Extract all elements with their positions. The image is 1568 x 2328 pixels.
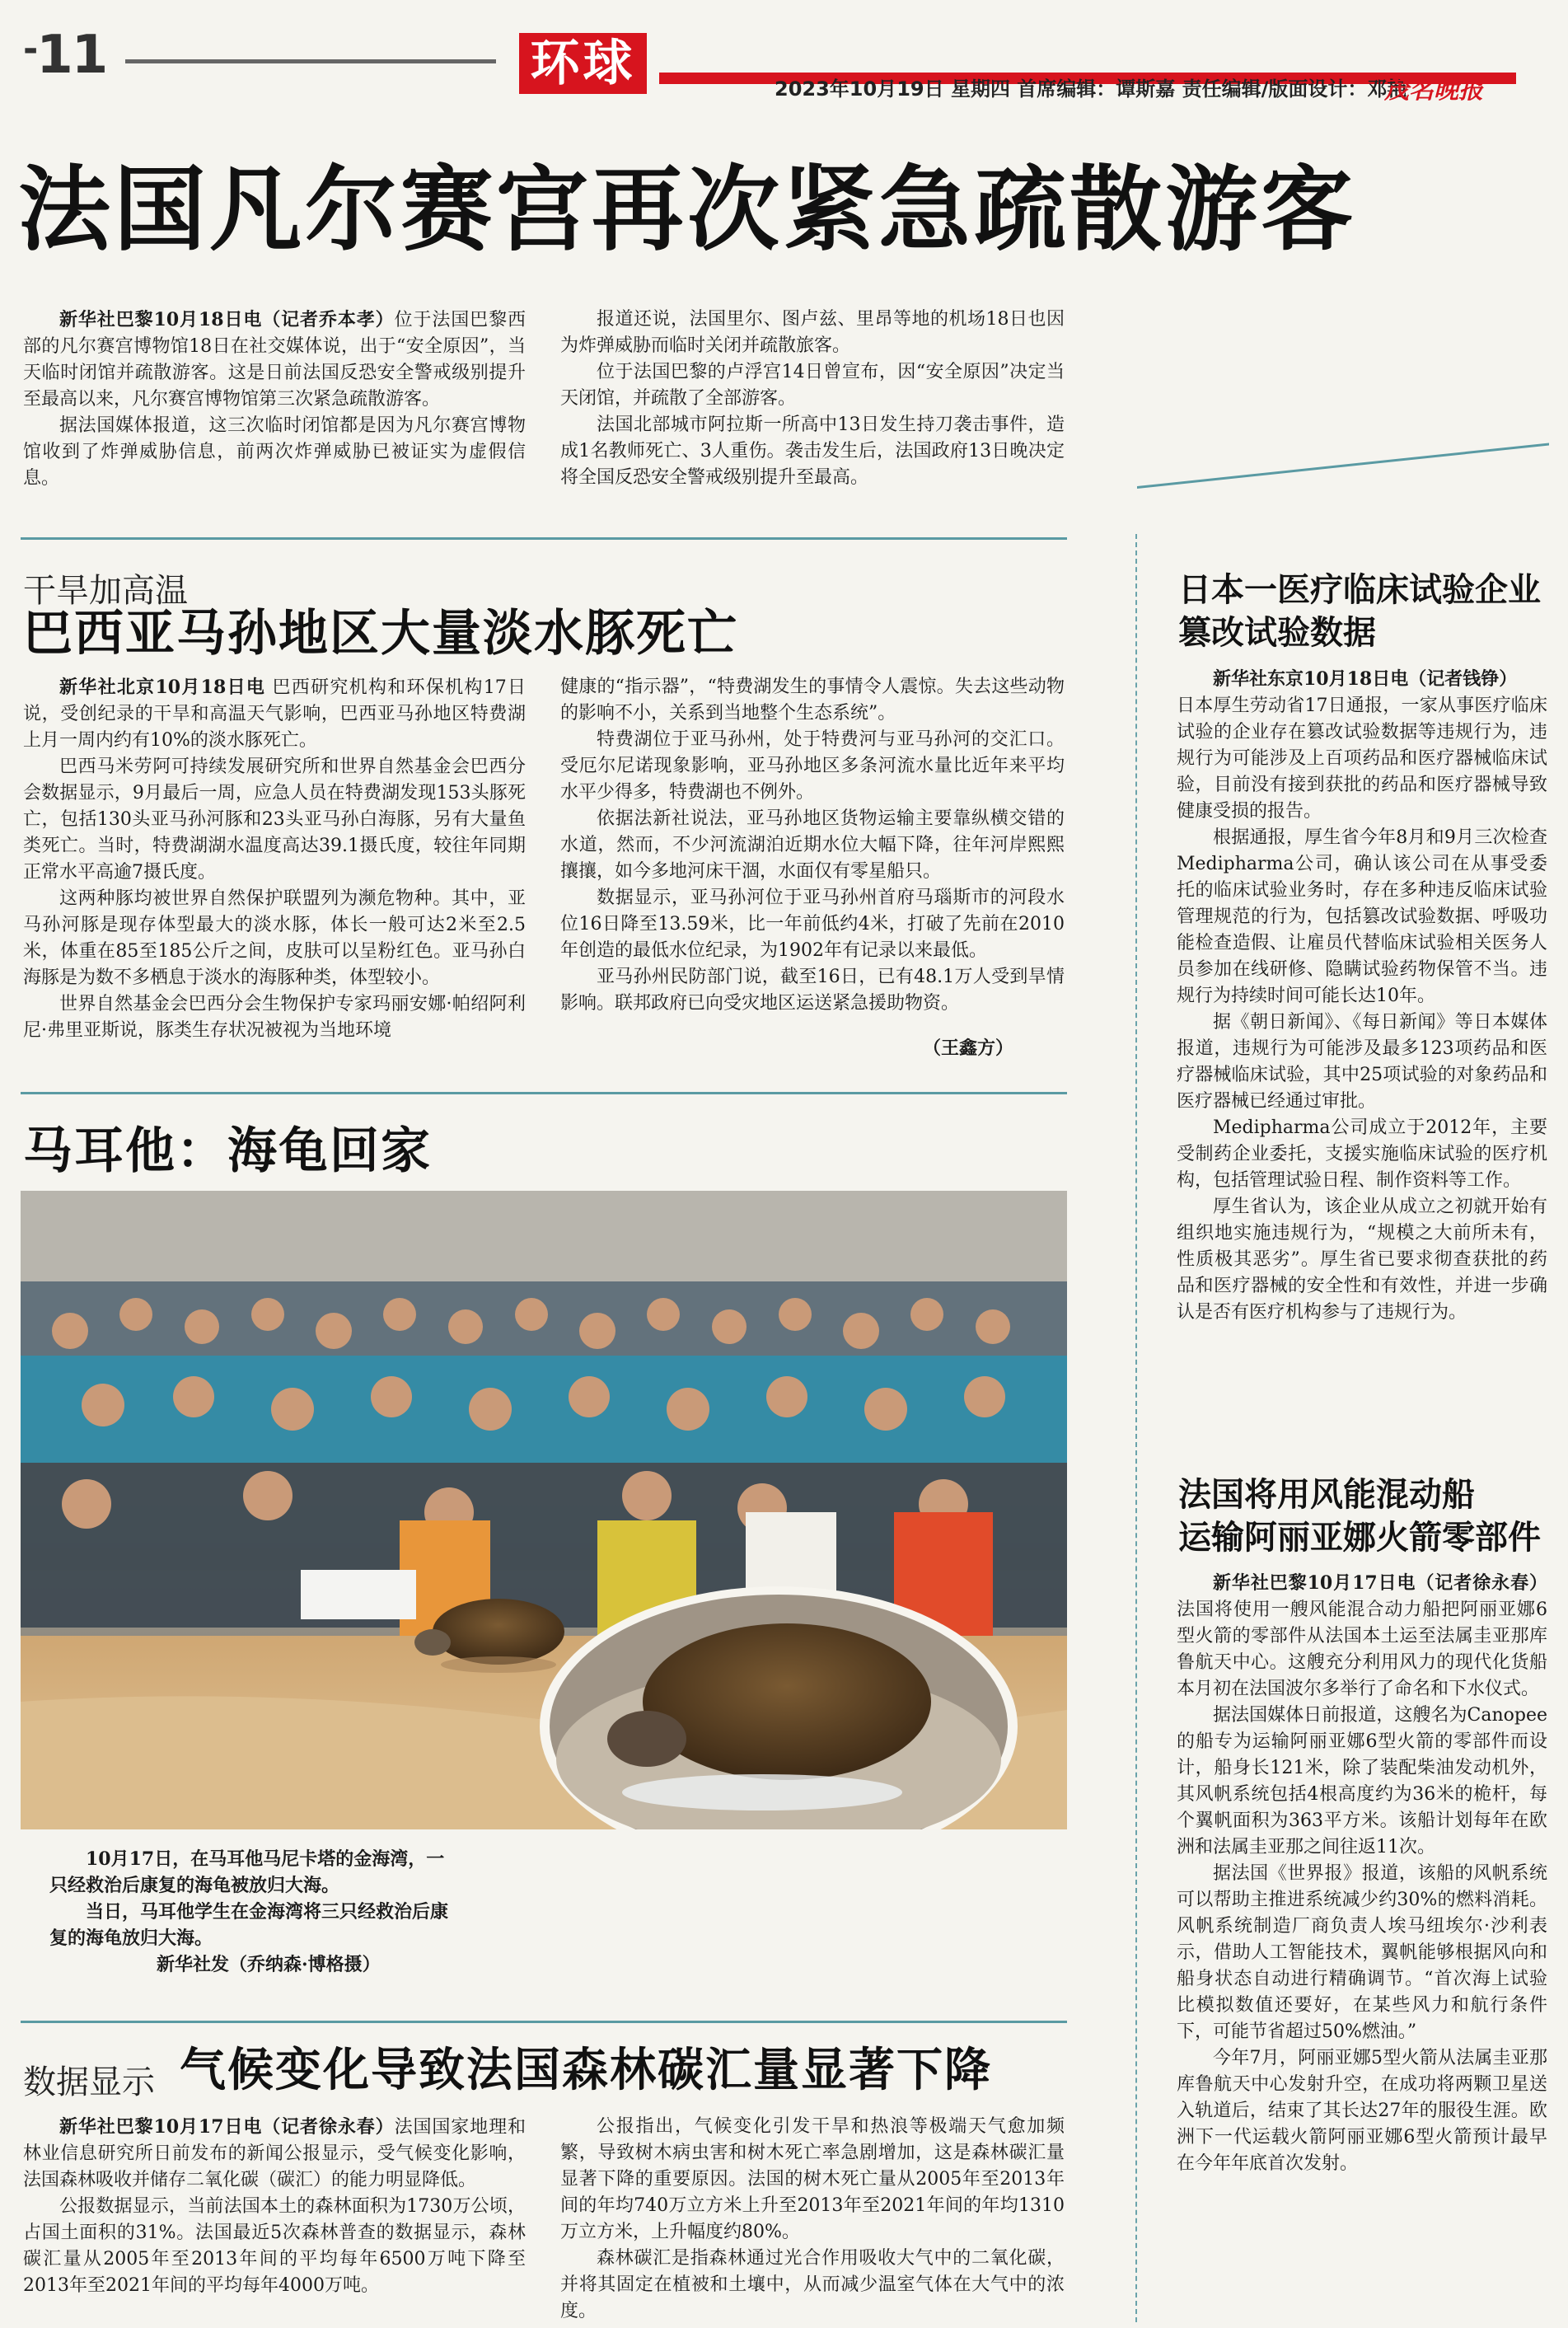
ship-headline-line-2: 运输阿丽亚娜火箭零部件 <box>1178 1519 1541 1557</box>
rule-turtle-bottom <box>21 2021 1067 2023</box>
turtle-caption-line-1: 10月17日，在马耳他马尼卡塔的金海湾，一只经救治后康复的海龟被放归大海。 <box>49 1848 445 1896</box>
dolphin-headline: 巴西亚马孙地区大量淡水豚死亡 <box>23 605 738 663</box>
forest-kicker: 数据显示 <box>23 2063 155 2101</box>
ship-dateline: 新华社巴黎10月17日电（记者徐永春） <box>1213 1572 1547 1594</box>
japan-headline-line-2: 篡改试验数据 <box>1178 614 1376 652</box>
masthead-rule-left <box>125 59 496 63</box>
japan-dateline: 新华社东京10月18日电（记者钱铮） <box>1213 668 1518 690</box>
forest-headline: 气候变化导致法国森林碳汇量显著下降 <box>180 2044 992 2097</box>
forest-column-1: 新华社巴黎10月17日电（记者徐永春）法国国家地理和林业信息研究所日前发布的新闻公报显示，受气候变化影响，法国森林吸收并储存二氧化碳（碳汇）的能力明显降低。 公报数据显示，当前法国本土的森林面积为1730万公顷，占国土面积的31%。法国最近5次森林普查的数据显示，森林碳汇量从2005年至2013年间的平均每年6500万吨下降至2013年至2021年间的平均每年4000万吨。 <box>23 2116 526 2296</box>
forest-dateline: 新华社巴黎10月17日电（记者徐永春） <box>59 2116 395 2138</box>
ship-headline <box>1178 1473 1541 1559</box>
sidebar-divider <box>1135 534 1137 2322</box>
lead-headline: 法国凡尔赛宫再次紧急疏散游客 <box>18 157 1356 264</box>
dolphin-kicker: 干旱加高温 <box>23 572 188 610</box>
turtle-photo-credit: 新华社发（乔纳森·博格摄） <box>157 1954 381 1975</box>
dolphin-byline: （王鑫方） <box>923 1038 1014 1059</box>
masthead-date-line: 2023年10月19日 星期四 首席编辑：谭斯嘉 责任编辑/版面设计：邓艳 <box>775 77 1407 101</box>
sidebar-top-rule <box>1137 443 1549 489</box>
rule-lead-bottom <box>21 537 1067 540</box>
dolphin-dateline: 新华社北京10月18日电 <box>59 677 266 698</box>
turtle-headline: 马耳他：海龟回家 <box>23 1122 432 1180</box>
japan-headline-line-1: 日本一医疗临床试验企业 <box>1178 571 1541 609</box>
lead-dateline: 新华社巴黎10月18日电（记者乔本孝） <box>59 309 395 330</box>
turtle-photo <box>21 1191 1067 1829</box>
japan-article: 新华社东京10月18日电（记者钱铮） 日本厚生劳动省17日通报，一家从事医疗临床试验的企业存在篡改试验数据等违规行为，违规行为可能涉及上百项药品和医疗器械临床试验，目前没有接到获批的药品和医疗器械导致健康受损的报告。 根据通报，厚生省今年8月和9月三次检查Medipharma公司，确认该公司在从事受委托的临床试验业务时，存在多种违反临床试验管理规范的行为，包括篡改试验数据、呼吸功能检查造假、让雇员代替临床试验相关医务人员参加在线研修、隐瞒试验药物保管不当。违规行为持续时间可能长达10年。 据《朝日新闻》、《每日新闻》等日本媒体报道，违规行为可能涉及最多123项药品和医疗器械临床试验，其中25项试验的对象药品和医疗器械已经通过审批。 Medipharma公司成立于2012年，主要受制药企业委托，支援实施临床试验的医疗机构，包括管理试验日程、制作资料等工作。 厚生省认为，该企业从成立之初就开始有组织地实施违规行为，“规模之大前所未有，性质极其恶劣”。厚生省已要求彻查获批的药品和医疗器械的安全性和有效性，并进一步确认是否有医疗机构参与了违规行为。 <box>1177 668 1547 1323</box>
rule-dolphin-bottom <box>21 1092 1067 1094</box>
page-number: -11 <box>23 25 107 86</box>
forest-column-2: 公报指出，气候变化引发干旱和热浪等极端天气愈加频繁，导致树木病虫害和树木死亡率急剧增加，这是森林碳汇量显著下降的重要原因。法国的树木死亡量从2005年至2013年间的年均740万立方米上升至2013年至2021年间的年均1310万立方米，上升幅度约80%。 森林碳汇是指森林通过光合作用吸收大气中的二氧化碳，并将其固定在植被和土壤中，从而减少温室气体在大气中的浓度。 <box>560 2116 1065 2321</box>
turtle-caption <box>49 1846 453 1978</box>
turtle-photo-illustration <box>21 1191 1067 1829</box>
ship-headline-line-1: 法国将用风能混动船 <box>1178 1476 1475 1514</box>
turtle-caption-line-2: 当日，马耳他学生在金海湾将三只经救治后康复的海龟放归大海。 <box>49 1901 449 1949</box>
lead-column-2: 报道还说，法国里尔、图卢兹、里昂等地的机场18日也因为炸弹威胁而临时关闭并疏散旅客。 位于法国巴黎的卢浮宫14日曾宣布，因“安全原因”决定当天闭馆，并疏散了全部游客。 法国北部城市阿拉斯一所高中13日发生持刀袭击事件，造成1名教师死亡、3人重伤。袭击发生后，法国政府13日晚决定将全国反恐安全警戒级别提升至最高。 <box>560 309 1065 488</box>
dolphin-column-1: 新华社北京10月18日电 巴西研究机构和环保机构17日说，受创纪录的干旱和高温天气影响，巴西亚马孙地区特费湖上月一周内约有10%的淡水豚死亡。 巴西马米劳阿可持续发展研究所和世界自然基金会巴西分会数据显示，9月最后一周，应急人员在特费湖发现153头豚死亡，包括130头亚马孙河豚和23头亚马孙白海豚，另有大量鱼类死亡。当时，特费湖湖水温度高达39.1摄氏度，较往年同期正常水平高逾7摄氏度。 这两种豚均被世界自然保护联盟列为濒危物种。其中，亚马孙河豚是现存体型最大的淡水豚，体长一般可达2米至2.5米，体重在85至185公斤之间，皮肤可以呈粉红色。亚马孙白海豚是为数不多栖息于淡水的海豚种类，体型较小。 世界自然基金会巴西分会生物保护专家玛丽安娜·帕绍阿利尼·弗里亚斯说，豚类生存状况被视为当地环境 <box>23 677 527 1041</box>
lead-column-1: 新华社巴黎10月18日电（记者乔本孝）位于法国巴黎西部的凡尔赛宫博物馆18日在社交媒体说，出于“安全原因”，当天临时闭馆并疏散游客。这是日前法国反恐安全警戒级别提升至最高以来，凡尔赛宫博物馆第三次紧急疏散游客。 据法国媒体报道，这三次临时闭馆都是因为凡尔赛宫博物馆收到了炸弹威胁信息，前两次炸弹威胁已被证实为虚假信息。 <box>23 309 526 489</box>
paper-logo: 茂名晚报 <box>1384 76 1483 105</box>
ship-article: 新华社巴黎10月17日电（记者徐永春）法国将使用一艘风能混合动力船把阿丽亚娜6型火箭的零部件从法国本土运至法属圭亚那库鲁航天中心。这艘充分利用风力的现代化货船本月初在法国波尔多举行了命名和下水仪式。 据法国媒体日前报道，这艘名为Canopee的船专为运输阿丽亚娜6型火箭的零部件而设计，船身长121米，除了装配柴油发动机外，其风帆系统包括4根高度约为36米的桅杆，每个翼帆面积为363平方米。该船计划每年在欧洲和法属圭亚那之间往返11次。 据法国《世界报》报道，该船的风帆系统可以帮助主推进系统减少约30%的燃料消耗。风帆系统制造厂商负责人埃马纽埃尔·沙利表示，借助人工智能技术，翼帆能够根据风向和船身状态自动进行精确调节。“首次海上试验比模拟数值还要好，在某些风力和航行条件下，可能节省超过50%燃油。” 今年7月，阿丽亚娜5型火箭从法属圭亚那库鲁航天中心发射升空，在成功将两颗卫星送入轨道后，结束了其长达27年的服役生涯。欧洲下一代运载火箭阿丽亚娜6型火箭预计最早在今年年底首次发射。 <box>1177 1572 1547 2174</box>
section-badge: 环球 <box>519 33 647 94</box>
japan-headline <box>1178 569 1541 654</box>
dolphin-column-2: 健康的“指示器”，“特费湖发生的事情令人震惊。失去这些动物的影响不小，关系到当地整个生态系统”。 特费湖位于亚马孙州，处于特费河与亚马孙河的交汇口。受厄尔尼诺现象影响，亚马孙地区多条河流水量比近年来平均水平少得多，特费湖也不例外。 依据法新社说法，亚马孙地区货物运输主要靠纵横交错的水道，然而，不少河流湖泊近期水位大幅下降，往年河岸熙熙攘攘，如今多地河床干涸，水面仅有零星船只。 数据显示，亚马孙河位于亚马孙州首府马瑙斯市的河段水位16日降至13.59米，比一年前低约4米，打破了先前在2010年创造的最低水位纪录，为1902年有记录以来最低。 亚马孙州民防部门说，截至16日，已有48.1万人受到旱情影响。联邦政府已向受灾地区运送紧急援助物资。 <box>560 677 1065 1014</box>
